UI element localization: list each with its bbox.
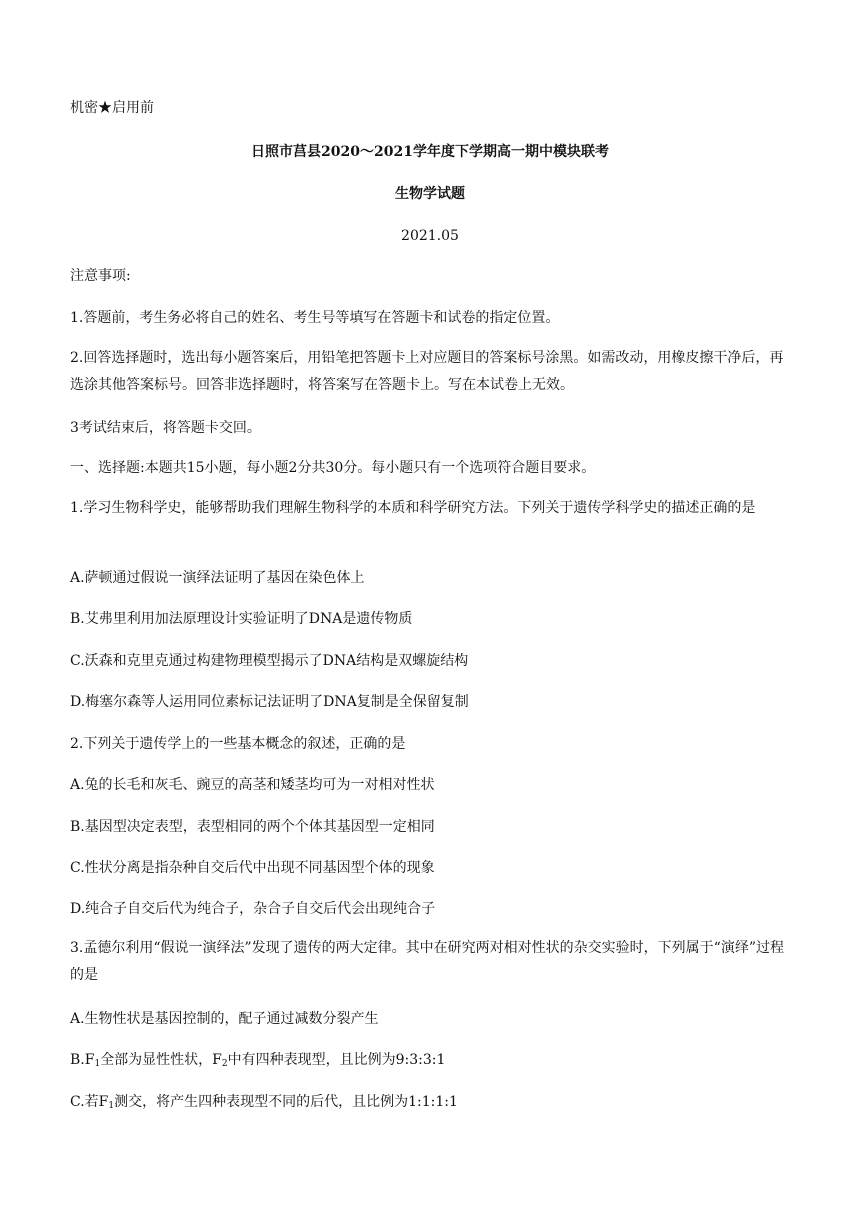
question-2-stem: 2.下列关于遗传学上的一些基本概念的叙述，正确的是 (70, 736, 406, 752)
question-3-option-b: $B.F_1$全部为显性性状，$F_2$中有四种表现型，且比例为9:3:3:1 (70, 1052, 446, 1069)
exam-title: 日照市莒县2020～2021学年度下学期高一期中模块联考 (251, 144, 609, 160)
question-3-stem: 3.孟德尔利用“假说一演绎法”发现了遗传的两大定律。其中在研究两对相对性状的杂交实验时，下列属于“演绎”过程的是 (70, 940, 784, 983)
question-1-stem: 1.学习生物科学史，能够帮助我们理解生物科学的本质和科学研究方法。下列关于遗传学科学史的描述正确的是 (70, 500, 756, 516)
note-item-1: 1.答题前，考生务必将自己的姓名、考生号等填写在答题卡和试卷的指定位置。 (70, 310, 560, 326)
question-2-option-d: D.纯合子自交后代为纯合子，杂合子自交后代会出现纯合子 (70, 901, 436, 917)
subject-title: 生物学试题 (395, 186, 465, 202)
question-1-option-a: A.萨顿通过假说一演绎法证明了基因在染色体上 (70, 570, 365, 586)
question-2-option-b: B.基因型决定表型，表型相同的两个个体其基因型一定相同 (70, 819, 435, 835)
question-1-option-d: D.梅塞尔森等人运用同位素标记法证明了DNA复制是全保留复制 (70, 694, 469, 710)
question-2-option-a: A.兔的长毛和灰毛、豌豆的高茎和矮茎均可为一对相对性状 (70, 777, 435, 793)
question-2-option-c: C.性状分离是指杂种自交后代中出现不同基因型个体的现象 (70, 860, 435, 876)
question-1-option-c: C.沃森和克里克通过构建物理模型揭示了DNA结构是双螺旋结构 (70, 653, 469, 669)
section-heading: 一、选择题:本题共15小题，每小题2分共30分。每小题只有一个选项符合题目要求。 (70, 460, 596, 476)
note-item-3: 3考试结束后，将答题卡交回。 (70, 420, 261, 436)
question-1-option-b: B.艾弗里利用加法原理设计实验证明了DNA是遗传物质 (70, 611, 413, 627)
question-3-option-a: A.生物性状是基因控制的，配子通过减数分裂产生 (70, 1011, 379, 1027)
exam-date: 2021.05 (401, 228, 459, 244)
notes-heading: 注意事项: (70, 268, 131, 284)
secret-label: 机密★启用前 (70, 100, 154, 116)
note-item-2: 2.回答选择题时，选出每小题答案后，用铅笔把答题卡上对应题目的答案标号涂黑。如需改动，用橡皮擦干净后，再选涂其他答案标号。回答非选择题时，将答案写在答题卡上。写在本试卷上无效。 (70, 350, 784, 393)
question-3-option-c: C.若$F_1$测交，将产生四种表现型不同的后代，且比例为1:1:1:1 (70, 1094, 458, 1111)
